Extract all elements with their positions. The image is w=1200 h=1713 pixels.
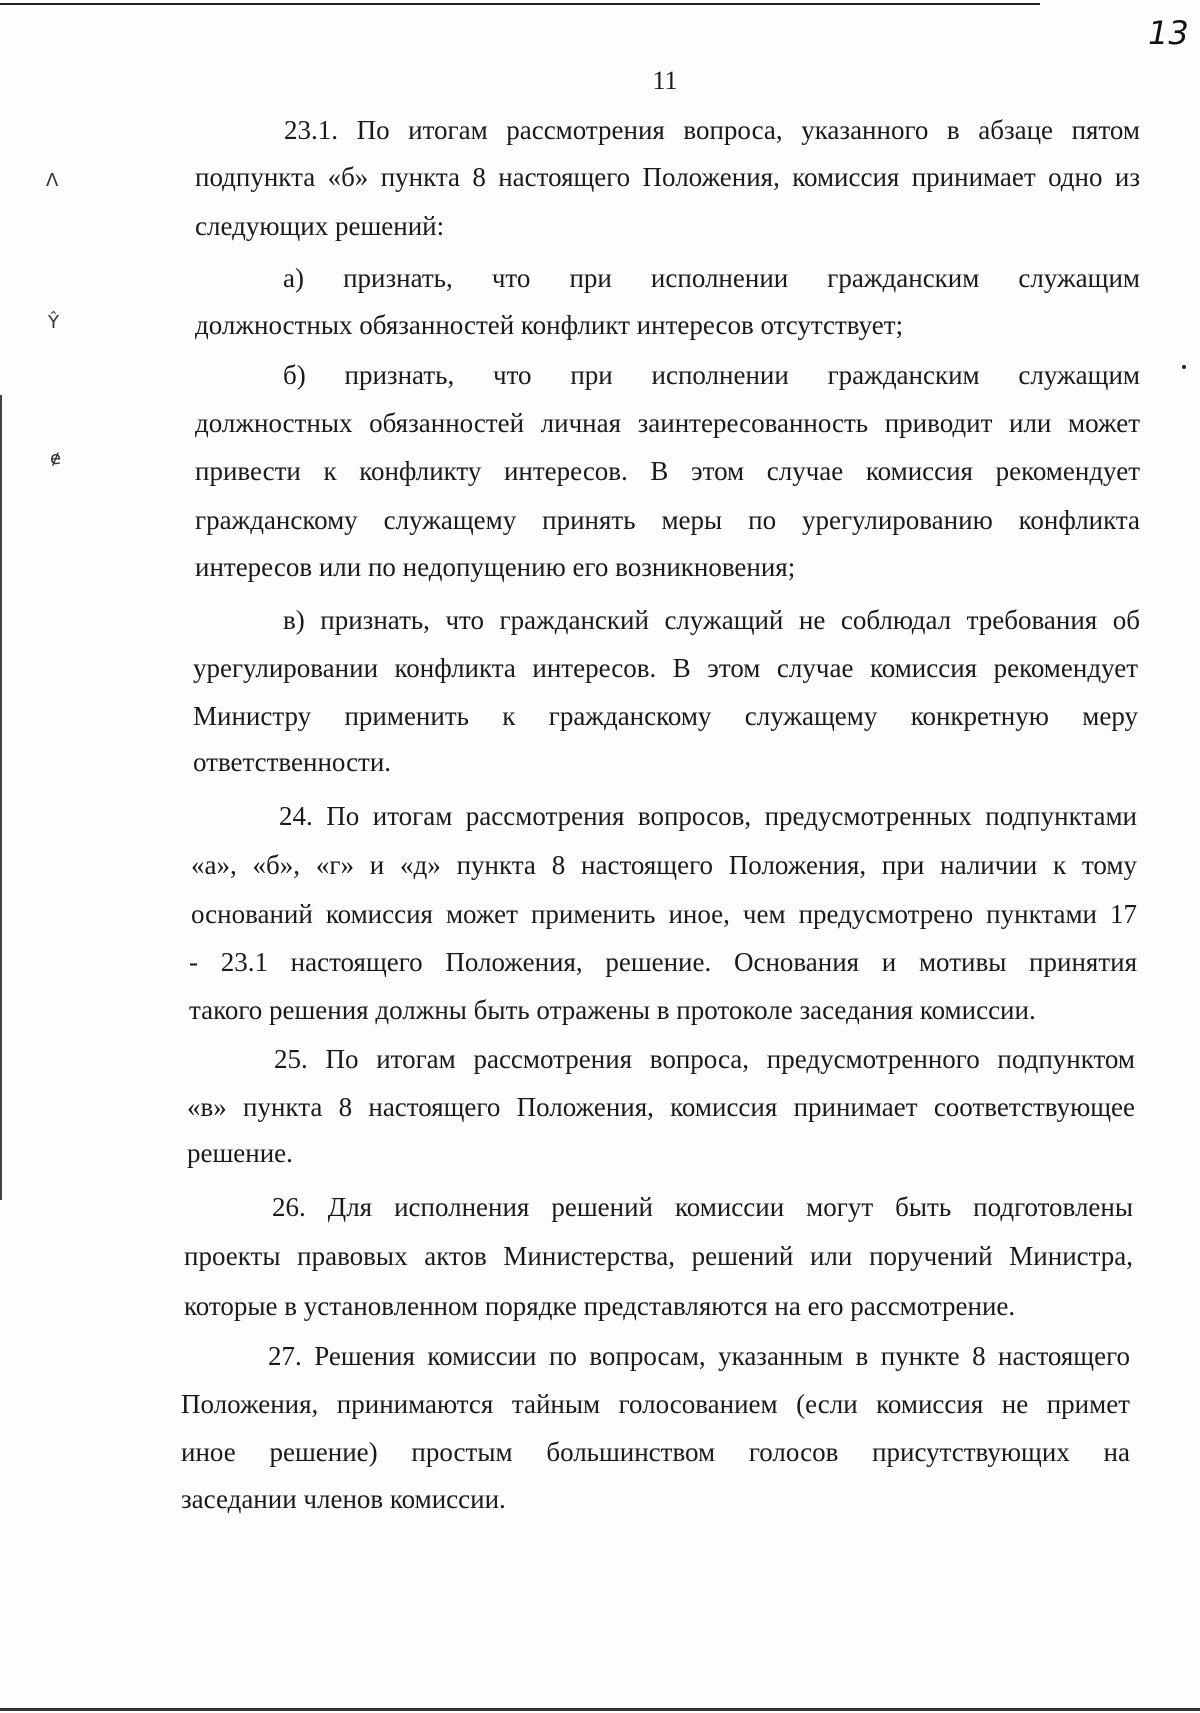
margin-mark: Ŷ: [48, 312, 59, 333]
text-line: - 23.1 настоящего Положения, решение. Основания и мотивы принятия: [189, 947, 1137, 977]
handwritten-page-number: 13: [1148, 14, 1189, 52]
text-line: 24. По итогам рассмотрения вопросов, предусмотренных подпунктами: [279, 801, 1137, 831]
text-line: которые в установленном порядке представляются на его рассмотрение.: [184, 1291, 1016, 1321]
text-line: заседании членов комиссии.: [181, 1484, 506, 1514]
text-line: ответственности.: [193, 747, 392, 777]
page-number: 11: [652, 66, 678, 95]
text-line: проекты правовых актов Министерства, решений или поручений Министра,: [184, 1241, 1133, 1271]
text-line: решение.: [187, 1138, 293, 1168]
margin-mark: ᐱ: [46, 170, 59, 191]
text-line: а) признать, что при исполнении гражданским служащим: [283, 263, 1140, 293]
text-line: следующих решений:: [195, 211, 445, 241]
text-line: привести к конфликту интересов. В этом случае комиссия рекомендует: [195, 456, 1140, 486]
text-line: б) признать, что при исполнении гражданским служащим: [283, 360, 1140, 390]
text-line: 25. По итогам рассмотрения вопроса, предусмотренного подпунктом: [274, 1044, 1135, 1074]
text-line: урегулировании конфликта интересов. В этом случае комиссия рекомендует: [193, 653, 1138, 683]
text-line: 23.1. По итогам рассмотрения вопроса, указанного в абзаце пятом: [284, 115, 1140, 145]
text-line: 26. Для исполнения решений комиссии могут быть подготовлены: [272, 1192, 1133, 1222]
text-line: Положения, принимаются тайным голосованием (если комиссия не примет: [181, 1389, 1130, 1419]
text-line: в) признать, что гражданский служащий не соблюдал требования об: [283, 605, 1140, 635]
text-line: иное решение) простым большинством голосов присутствующих на: [181, 1437, 1130, 1467]
text-line: «а», «б», «г» и «д» пункта 8 настоящего Положения, при наличии к тому: [191, 850, 1137, 880]
text-line: должностных обязанностей личная заинтересованность приводит или может: [195, 408, 1140, 438]
text-line: Министру применить к гражданскому служащему конкретную меру: [193, 701, 1138, 731]
text-line: оснований комиссия может применить иное, чем предусмотрено пунктами 17: [191, 899, 1137, 929]
text-line: интересов или по недопущению его возникновения;: [195, 552, 796, 582]
text-line: «в» пункта 8 настоящего Положения, комиссия принимает соответствующее: [187, 1092, 1135, 1122]
text-line: должностных обязанностей конфликт интересов отсутствует;: [195, 310, 904, 340]
text-line: гражданскому служащему принять меры по урегулированию конфликта: [195, 505, 1140, 535]
margin-mark: ɇ: [50, 448, 62, 469]
text-line: подпункта «б» пункта 8 настоящего Положения, комиссия принимает одно из: [195, 162, 1140, 192]
text-line: такого решения должны быть отражены в протоколе заседания комиссии.: [189, 995, 1036, 1025]
text-line: 27. Решения комиссии по вопросам, указанным в пункте 8 настоящего: [268, 1341, 1130, 1371]
